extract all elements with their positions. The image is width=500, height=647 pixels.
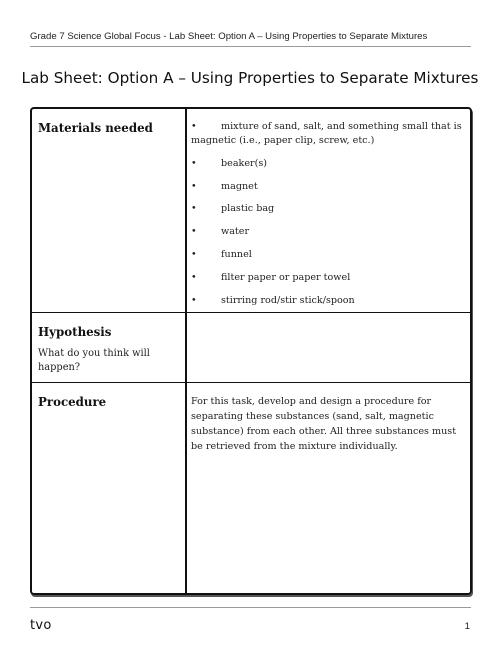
hypothesis-label: Hypothesis	[38, 325, 112, 339]
procedure-content-cell	[191, 394, 463, 454]
procedure-label-cell	[38, 395, 180, 409]
list-item	[191, 271, 463, 285]
procedure-instructions: For this task, develop and design a procedure for separating these substances (sand, salt, magnetic substance) from each other. All three substances must be retrieved from the mixture individually.	[191, 396, 457, 452]
running-header: Grade 7 Science Global Focus - Lab Sheet: Option A – Using Properties to Separate Mixtures	[30, 31, 428, 42]
bullet-icon: •	[191, 226, 197, 238]
procedure-label: Procedure	[38, 395, 107, 409]
bullet-icon: •	[191, 294, 197, 306]
list-item-text: mixture of sand, salt, and something small that is magnetic (i.e., paper clip, screw, etc.)	[191, 121, 462, 146]
list-item	[191, 248, 463, 262]
materials-list	[191, 120, 463, 308]
header-divider	[30, 46, 471, 47]
list-item	[191, 294, 463, 308]
bullet-icon: •	[191, 203, 197, 215]
bullet-icon: •	[191, 271, 197, 283]
list-item	[191, 202, 463, 216]
list-item	[191, 180, 463, 194]
materials-content-cell	[191, 120, 463, 316]
list-item-text: magnet	[221, 180, 258, 192]
list-item	[191, 120, 463, 148]
tvo-logo: tvo	[30, 618, 52, 633]
hypothesis-answer-area[interactable]	[191, 324, 463, 380]
hypothesis-row	[32, 313, 470, 383]
procedure-row	[32, 383, 470, 593]
list-item-text: filter paper or paper towel	[221, 271, 351, 283]
hypothesis-prompt: What do you think will happen?	[38, 348, 150, 373]
materials-label: Materials needed	[38, 121, 153, 135]
bullet-icon: •	[191, 157, 197, 169]
materials-label-cell	[38, 121, 180, 135]
footer-divider	[30, 607, 471, 608]
bullet-icon: •	[191, 248, 197, 260]
list-item	[191, 225, 463, 239]
lab-sheet-table	[30, 107, 472, 595]
materials-row	[32, 109, 470, 313]
bullet-icon: •	[191, 121, 197, 132]
bullet-icon: •	[191, 180, 197, 192]
list-item	[191, 157, 463, 171]
page-number: 1	[464, 621, 470, 632]
list-item-text: water	[221, 226, 250, 238]
list-item-text: beaker(s)	[221, 157, 268, 169]
list-item-text: funnel	[221, 248, 252, 260]
list-item-text: plastic bag	[221, 203, 275, 215]
page-title: Lab Sheet: Option A – Using Properties to Separate Mixtures	[21, 69, 479, 87]
hypothesis-label-cell	[38, 325, 180, 375]
list-item-text: stirring rod/stir stick/spoon	[221, 294, 355, 306]
